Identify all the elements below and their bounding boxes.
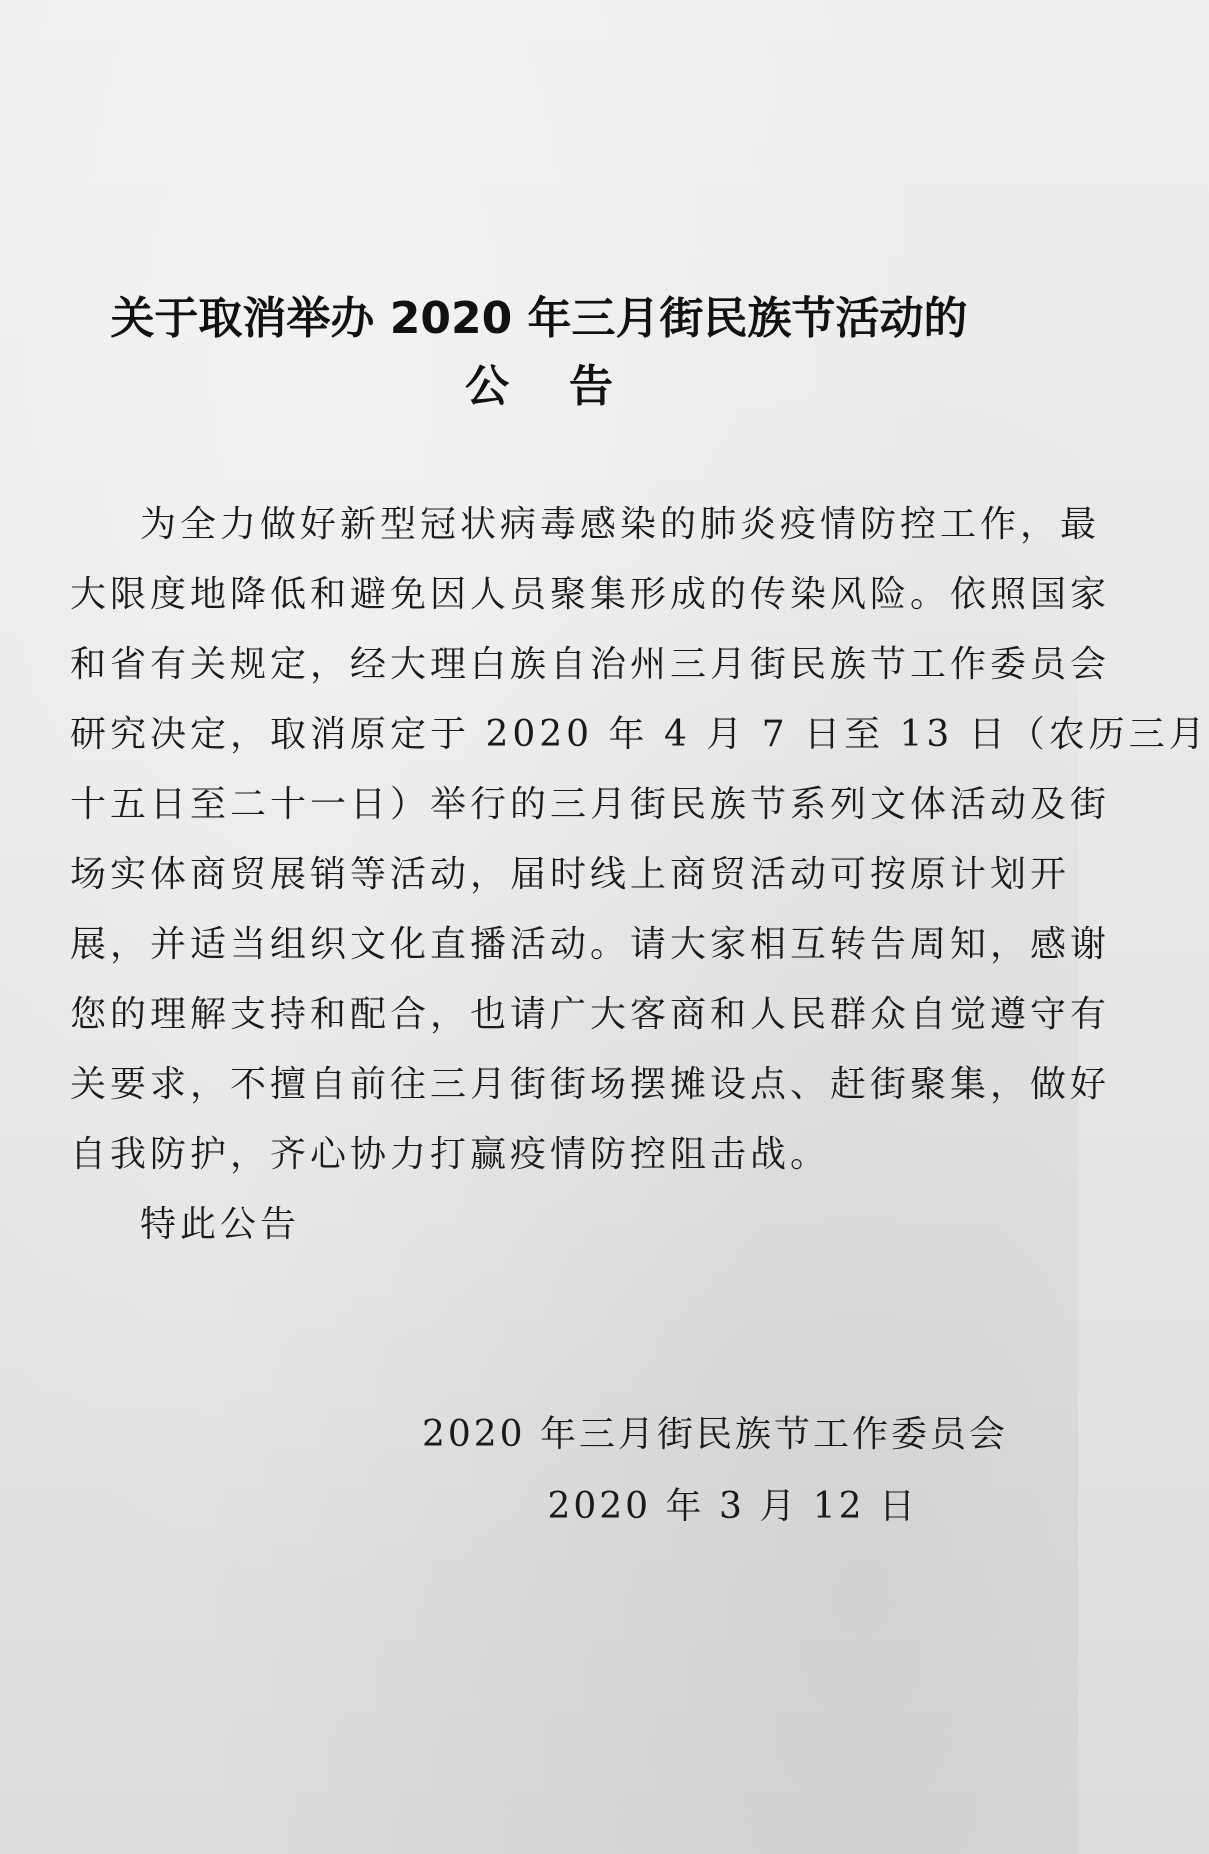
body-paragraph-line: 场实体商贸展销等活动，届时线上商贸活动可按原计划开 xyxy=(70,854,1071,895)
signature-date: 2020 年 3 月 12 日 xyxy=(547,1486,918,1527)
signature-organization: 2020 年三月街民族节工作委员会 xyxy=(421,1414,1008,1455)
body-paragraph-line: 为全力做好新型冠状病毒感染的肺炎疫情防控工作，最 xyxy=(140,504,1101,545)
notice-title: 关于取消举办 2020 年三月街民族节活动的 xyxy=(110,293,968,344)
body-paragraph-line: 展，并适当组织文化直播活动。请大家相互转告周知，感谢 xyxy=(70,924,1111,965)
body-paragraph-line: 大限度地降低和避免因人员聚集形成的传染风险。依照国家 xyxy=(70,574,1111,615)
notice-title-subtitle: 公告 xyxy=(465,361,673,412)
body-paragraph-line: 研究决定，取消原定于 2020 年 4 月 7 日至 13 日（农历三月 xyxy=(70,714,1209,755)
body-paragraph-line: 关要求，不擅自前往三月街街场摆摊设点、赶街聚集，做好 xyxy=(70,1064,1111,1105)
body-paragraph-line: 和省有关规定，经大理白族自治州三月街民族节工作委员会 xyxy=(70,644,1111,685)
body-paragraph-line: 您的理解支持和配合，也请广大客商和人民群众自觉遵守有 xyxy=(70,994,1111,1035)
body-paragraph-line: 自我防护，齐心协力打赢疫情防控阻击战。 xyxy=(70,1134,831,1175)
body-paragraph-line: 十五日至二十一日）举行的三月街民族节系列文体活动及街 xyxy=(70,784,1111,825)
closing-statement: 特此公告 xyxy=(140,1204,301,1245)
